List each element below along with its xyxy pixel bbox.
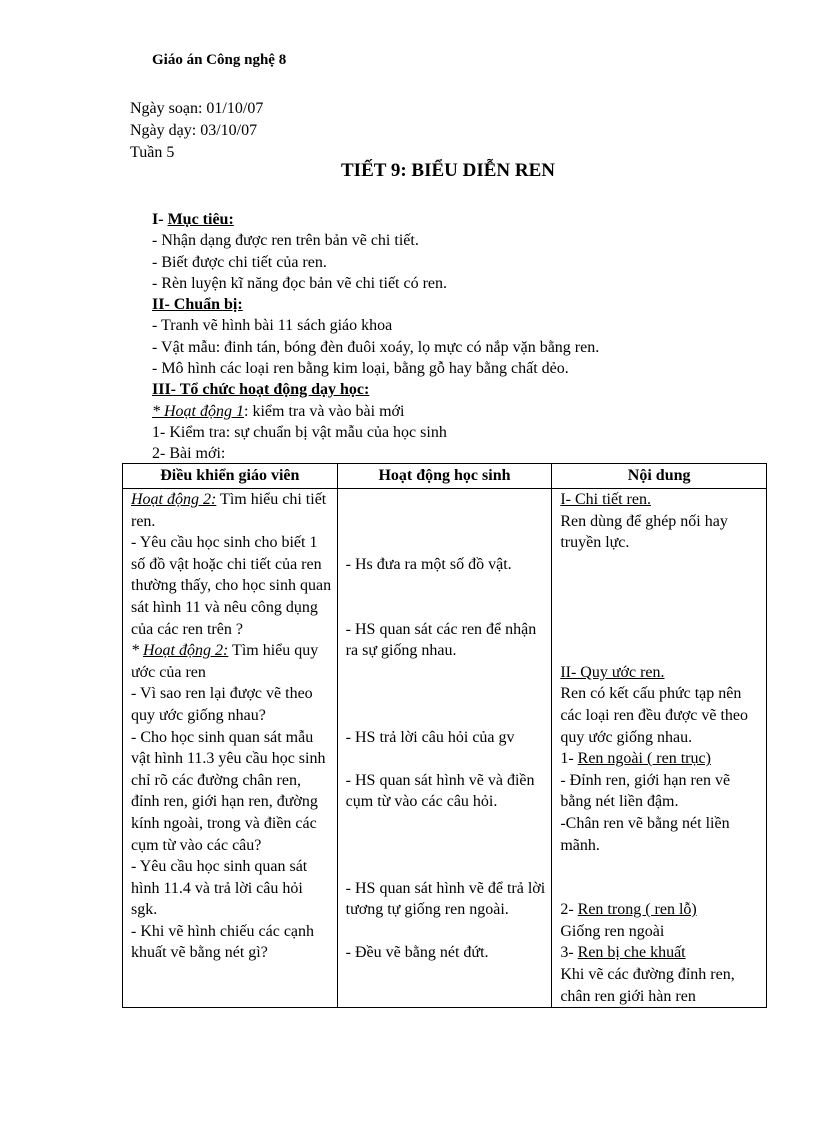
teacher-step: - Yêu cầu học sinh quan sát hình 11.4 và trả lời câu hỏi sgk. [131, 858, 308, 919]
week: Tuần 5 [130, 144, 175, 161]
check-line: 1- Kiểm tra: sự chuẩn bị vật mẫu của học sinh [152, 423, 447, 441]
student-step: - Đều vẽ bằng nét đứt. [345, 944, 489, 962]
lesson-title: TIẾT 9: BIỂU DIỄN REN [341, 160, 555, 181]
preparation-item: - Mô hình các loại ren bằng kim loại, bằng gỗ hay bằng chất dẻo. [152, 360, 569, 378]
student-step: - HS quan sát hình vẽ để trả lời tương tự giống ren ngoài. [345, 879, 546, 919]
content-subheading: 1- Ren ngoài ( ren trục) [560, 750, 711, 768]
table-row [123, 489, 767, 1008]
activity-1-line: * Hoạt động 1: kiểm tra và vào bài mới [152, 402, 405, 420]
lesson-body [152, 209, 599, 465]
teacher-step: - Cho học sinh quan sát mẫu vật hình 11.3 yêu cầu học sinh chỉ rõ các đường chân ren, đỉnh ren, giới hạn ren, đường kính ngoài, trong và điền các cụm từ vào các câu? [131, 728, 326, 854]
content-subheading: 2- Ren trong ( ren lỗ) [560, 901, 697, 919]
header-teacher: Điều khiển giáo viên [123, 464, 338, 489]
document-header: Giáo án Công nghệ 8 [152, 52, 287, 68]
teacher-step: - Khi vẽ hình chiếu các cạnh khuất vẽ bằng nét gì? [131, 922, 315, 962]
content-text: Khi vẽ các đường đỉnh ren, chân ren giới hàn ren [560, 966, 735, 1005]
content-text: - Đỉnh ren, giới hạn ren vẽ bằng nét liền đậm. [560, 771, 731, 811]
student-step: - HS quan sát các ren để nhận ra sự giống nhau. [345, 620, 537, 660]
teacher-step: - Vì sao ren lại được vẽ theo quy ước giống nhau? [131, 685, 313, 724]
content-text: Ren có kết cấu phức tạp nên các loại ren đều được vẽ theo quy ước giống nhau. [560, 685, 749, 746]
activity-2b: * Hoạt động 2: Tìm hiểu quy ước của ren [131, 642, 319, 681]
activities-table [122, 463, 767, 1008]
preparation-item: - Tranh vẽ hình bài 11 sách giáo khoa [152, 317, 393, 335]
section-activities-heading: III- Tổ chức hoạt động dạy học: [152, 381, 370, 399]
content-text: Giống ren ngoài [560, 922, 665, 940]
date-taught: Ngày dạy: 03/10/07 [130, 122, 258, 139]
date-prepared: Ngày soạn: 01/10/07 [130, 100, 264, 117]
content-heading: I- Chi tiết ren. [560, 491, 651, 508]
header-student: Hoạt động học sinh [337, 464, 552, 489]
student-step: - HS quan sát hình vẽ và điền cụm từ vào các câu hỏi. [345, 771, 535, 811]
objective-item: - Biết được chi tiết của ren. [152, 253, 327, 271]
content-text: Ren dùng để ghép nối hay truyền lực. [560, 512, 728, 552]
content-heading: II- Quy ước ren. [560, 663, 665, 681]
section-preparation-heading: II- Chuẩn bị: [152, 296, 243, 314]
objective-item: - Nhận dạng được ren trên bản vẽ chi tiết. [152, 232, 419, 250]
new-lesson-line: 2- Bài mới: [152, 445, 226, 463]
student-column [337, 489, 552, 1008]
objective-item: - Rèn luyện kĩ năng đọc bản vẽ chi tiết có ren. [152, 274, 448, 292]
content-subheading: 3- Ren bị che khuất [560, 944, 686, 962]
table-header-row [123, 464, 767, 489]
header-content: Nội dung [552, 464, 767, 489]
activity-2a: Hoạt động 2: Tìm hiểu chi tiết ren. [131, 491, 327, 530]
content-column [552, 489, 767, 1008]
preparation-item: - Vật mẫu: đinh tán, bóng đèn đuôi xoáy, lọ mực có nắp vặn bằng ren. [152, 338, 600, 356]
teacher-column [123, 489, 338, 1008]
section-objectives-heading: I- Mục tiêu: [152, 211, 234, 228]
teacher-step: - Yêu cầu học sinh cho biết 1 số đồ vật hoặc chi tiết của ren thường thấy, cho học sinh quan sát hình 11 và nêu công dụng của các ren trên ? [131, 534, 332, 638]
student-step: - Hs đưa ra một số đồ vật. [345, 555, 512, 573]
student-step: - HS trả lời câu hỏi của gv [345, 728, 515, 746]
content-text: -Chân ren vẽ bằng nét liền mãnh. [560, 814, 730, 854]
